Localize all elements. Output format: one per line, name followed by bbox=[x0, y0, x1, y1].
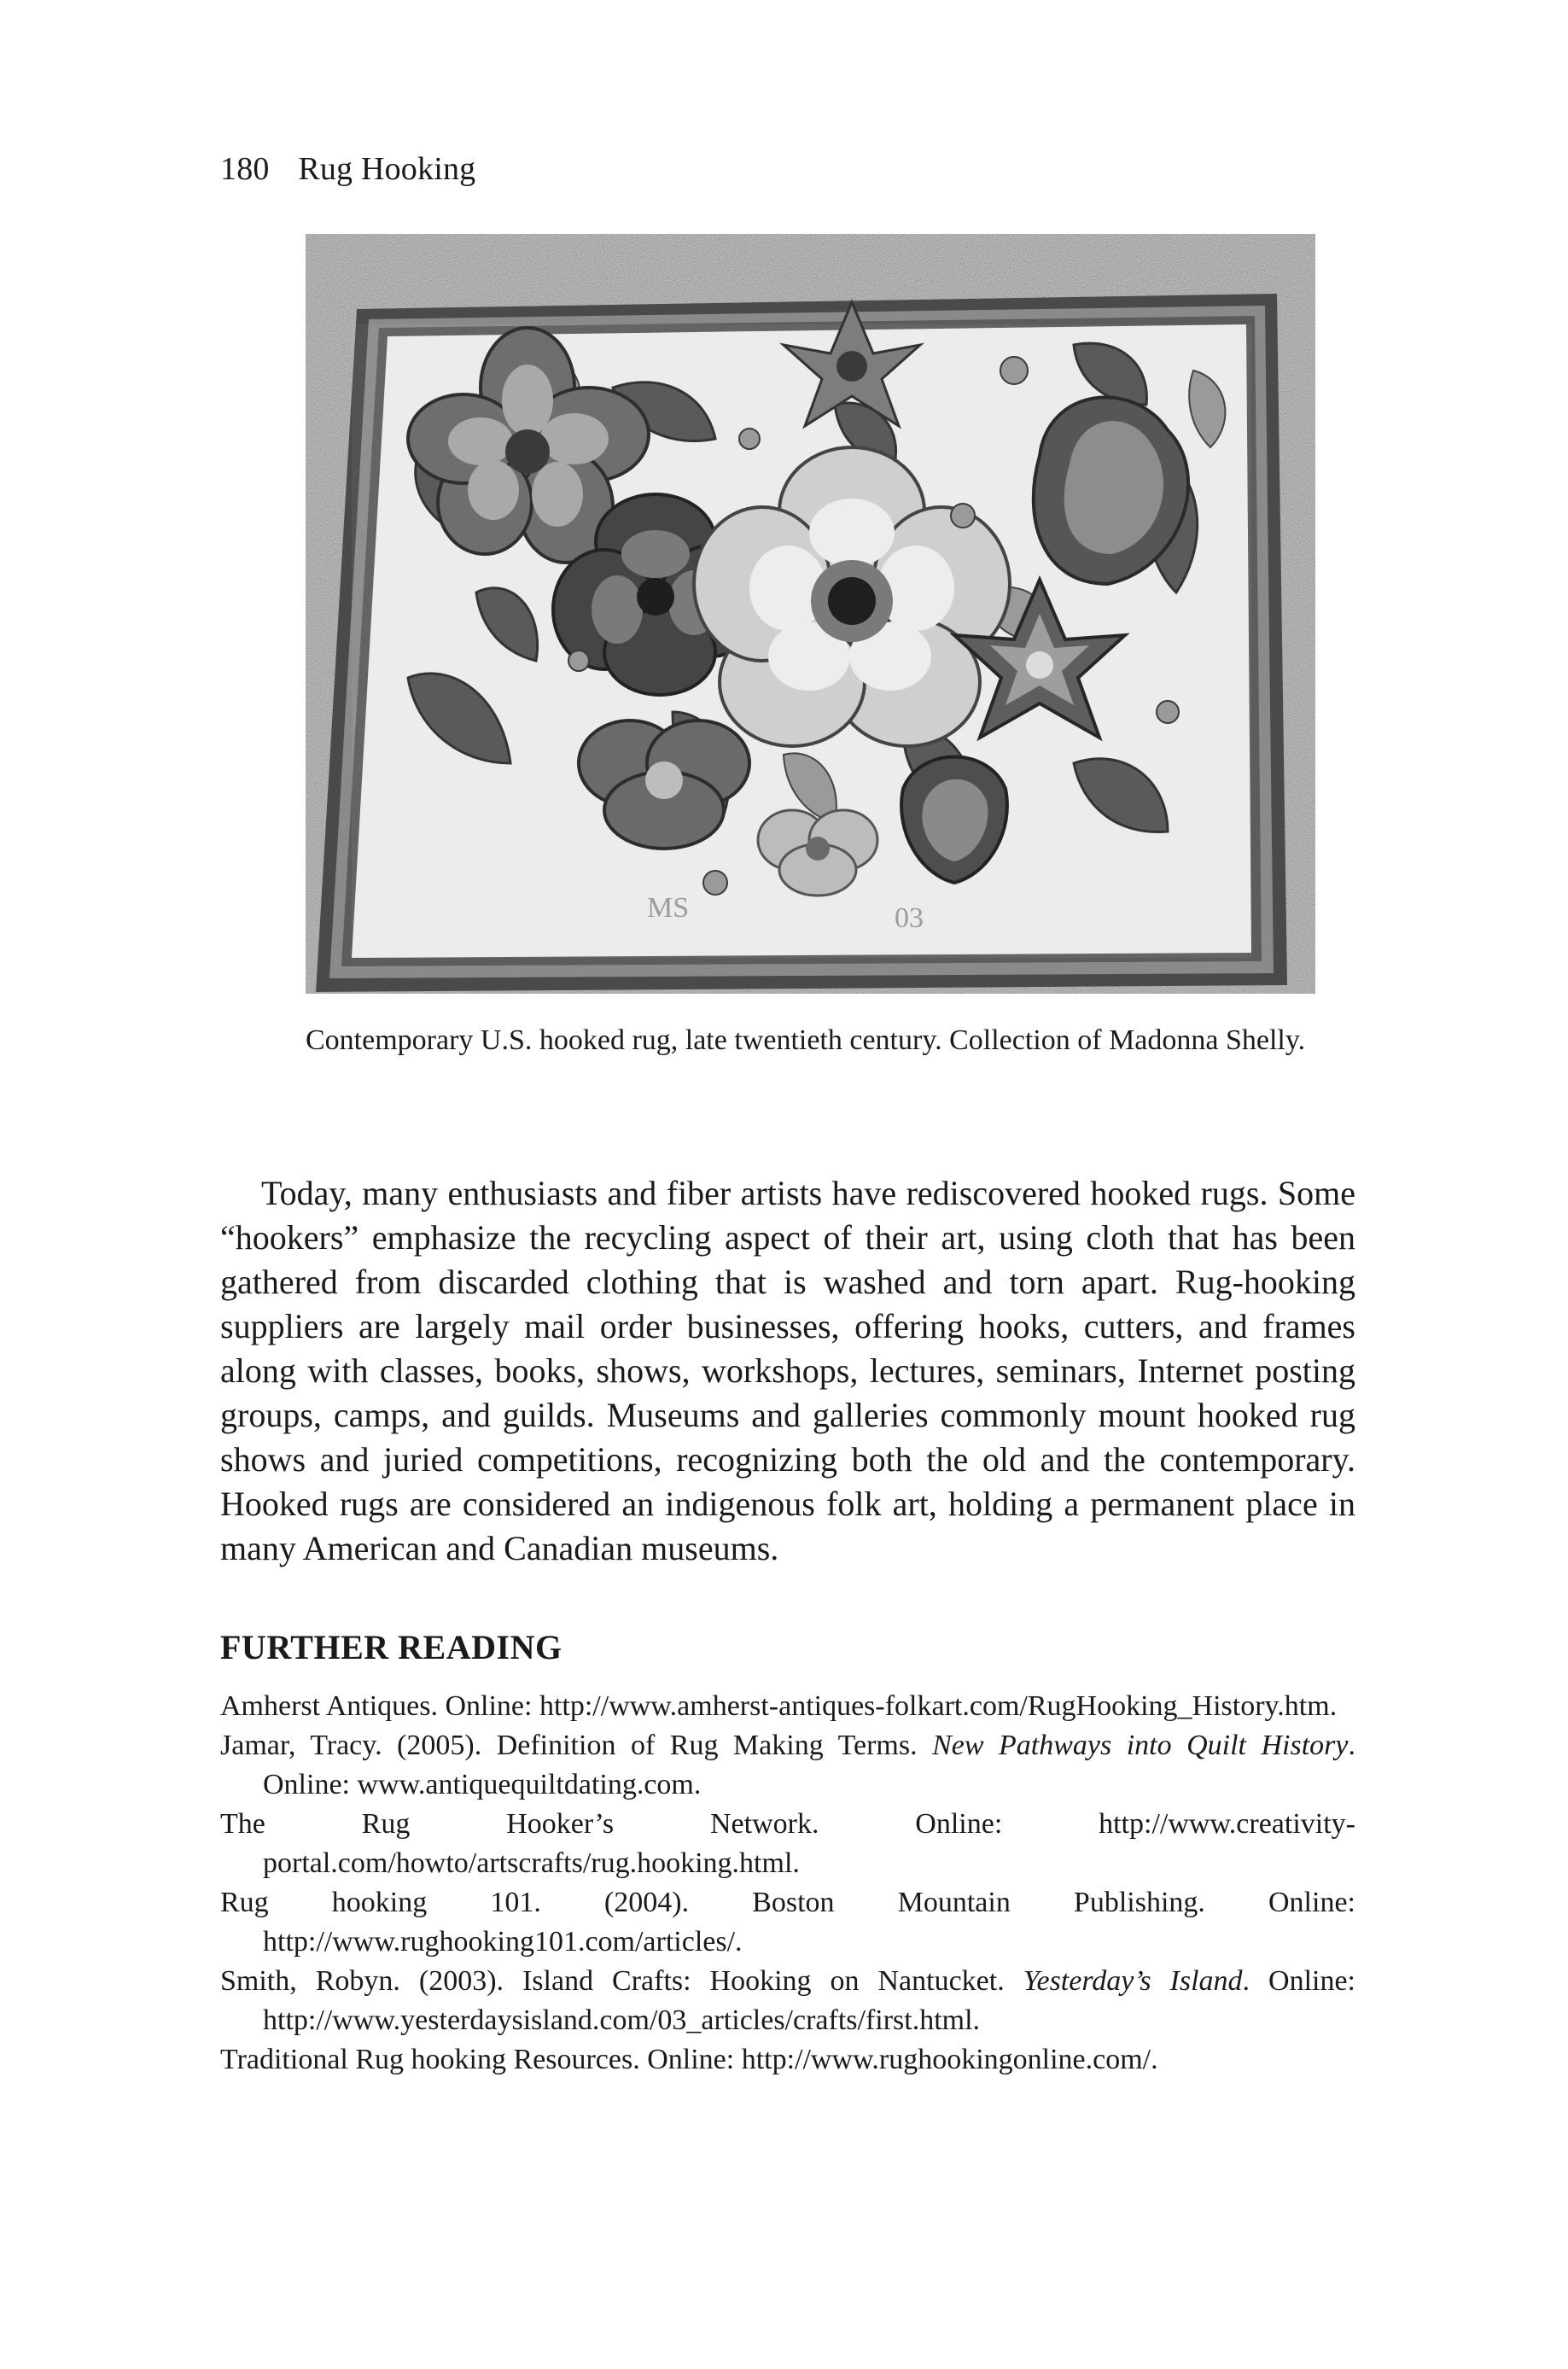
section-heading-further-reading: FURTHER READING bbox=[220, 1628, 562, 1666]
reference-entry bbox=[220, 1883, 1355, 1962]
reference-text: The Rug Hooker’s Network. Online: http://www.creativity-portal.com/howto/artscrafts/rug.hooking.html. bbox=[220, 1808, 1355, 1879]
page-number: 180 bbox=[220, 151, 270, 187]
reference-text: Rug hooking 101. (2004). Boston Mountain Publishing. Online: http://www.rughooking101.com/articles/. bbox=[220, 1887, 1355, 1958]
rug-initials-right: 03 bbox=[895, 902, 924, 934]
rug-photograph bbox=[306, 234, 1315, 994]
running-title: Rug Hooking bbox=[298, 151, 476, 187]
reference-list bbox=[220, 1687, 1355, 2080]
rug-initials-left: MS bbox=[647, 892, 690, 924]
reference-entry bbox=[220, 1962, 1355, 2040]
body-paragraph: Today, many enthusiasts and fiber artists have rediscovered hooked rugs. Some “hookers” emphasize the recycling aspect of their art, using cloth that has been gathered from discarded clothing that is washed and torn apart. Rug-hooking suppliers are largely mail order businesses, offering hooks, cutters, and frames along with classes, books, shows, workshops, lectures, seminars, Internet posting groups, camps, and guilds. Museums and galleries commonly mount hooked rug shows and juried competitions, recognizing both the old and the contemporary. Hooked rugs are considered an indigenous folk art, holding a permanent place in many American and Canadian museums. bbox=[220, 1174, 1355, 1567]
reference-title-italic: New Pathways into Quilt History bbox=[932, 1730, 1349, 1761]
reference-entry bbox=[220, 1687, 1355, 1726]
reference-text: Smith, Robyn. (2003). Island Crafts: Hooking on Nantucket. bbox=[220, 1965, 1023, 1997]
reference-title-italic: Yesterday’s Island bbox=[1023, 1965, 1243, 1997]
reference-text: Amherst Antiques. Online: http://www.amherst-antiques-folkart.com/RugHooking_History.htm. bbox=[220, 1690, 1338, 1722]
reference-text: Jamar, Tracy. (2005). Definition of Rug Making Terms. bbox=[220, 1730, 933, 1761]
reference-entry bbox=[220, 2040, 1355, 2080]
reference-text: Traditional Rug hooking Resources. Online: http://www.rughookingonline.com/. bbox=[220, 2044, 1158, 2075]
reference-text-after: . Online: http://www.yesterdaysisland.com/03_articles/crafts/first.html. bbox=[263, 1965, 1356, 2036]
reference-entry bbox=[220, 1805, 1355, 1883]
running-head bbox=[220, 150, 475, 188]
reference-entry bbox=[220, 1726, 1355, 1805]
figure-caption: Contemporary U.S. hooked rug, late twentieth century. Collection of Madonna Shelly. bbox=[306, 1024, 1306, 1056]
reference-text-after: . Online: www.antiquequiltdating.com. bbox=[263, 1730, 1355, 1800]
